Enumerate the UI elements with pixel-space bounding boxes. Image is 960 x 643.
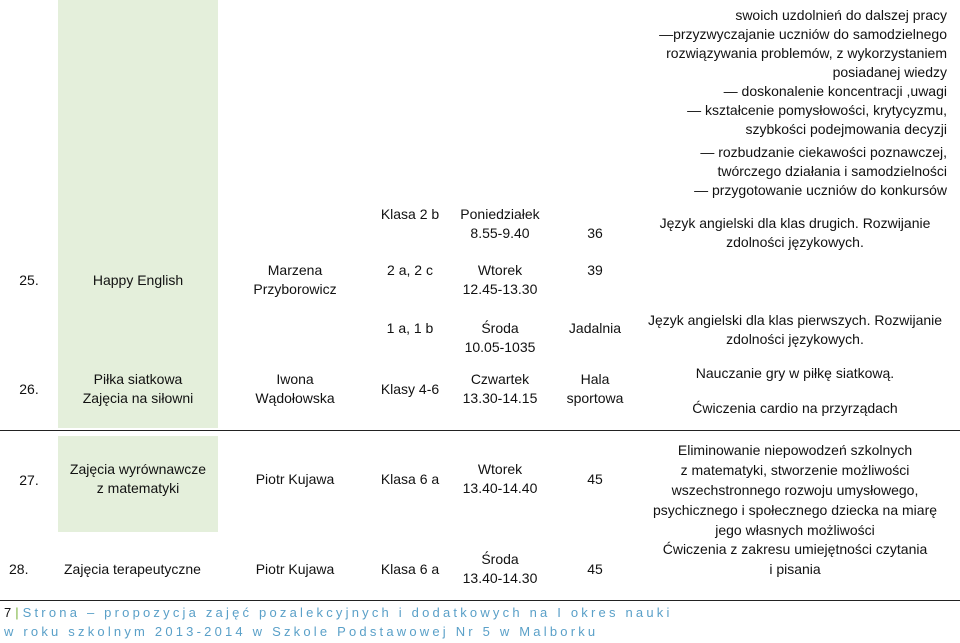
day-cell: Wtorek [477,262,523,278]
class-cell: Klasa 6 a [380,561,440,577]
page-number: 7 [4,605,12,620]
objective-line: swoich uzdolnień do dalszej pracy [735,7,947,23]
objective-line: — przygotowanie uczniów do konkursów [694,182,947,198]
teacher-cell: Przyborowicz [253,281,337,297]
room-cell: 36 [587,225,603,241]
objective-line: posiadanej wiedzy [832,64,947,80]
class-cell: 2 a, 2 c [387,262,433,278]
footer-separator: | [15,605,19,620]
description-cell: wszechstronnego rozwoju umysłowego, [671,482,919,498]
description-cell: z matematyki, stworzenie możliwości [680,462,910,478]
description-cell: i pisania [769,561,821,577]
footer-line-2: w roku szkolnym 2013-2014 w Szkole Podstawowej Nr 5 w Malborku [4,624,599,639]
row-number: 28. [9,561,29,577]
objective-line: — kształcenie pomysłowości, krytycyzmu, [687,102,947,118]
room-cell: 39 [587,262,603,278]
class-cell: Klasy 4-6 [380,381,440,397]
day-cell: Środa [481,320,519,336]
description-cell: psychicznego i społecznego dziecka na miarę [652,502,938,518]
teacher-cell: Iwona [276,371,314,387]
room-cell: 45 [587,471,603,487]
time-cell: 13.40-14.30 [462,570,538,586]
description-cell: Eliminowanie niepowodzeń szkolnych [677,442,913,458]
objective-line: rozwiązywania problemów, z wykorzystaniem [666,45,947,61]
activity-name: Happy English [92,272,184,288]
row-number: 26. [19,381,39,397]
objective-line: — doskonalenie koncentracji ,uwagi [723,83,947,99]
activity-name: z matematyki [96,480,180,496]
day-cell: Poniedziałek [460,206,540,222]
teacher-cell: Piotr Kujawa [255,471,335,487]
class-cell: Klasa 2 b [380,206,440,222]
class-cell: Klasa 6 a [380,471,440,487]
row-number: 25. [19,272,39,288]
teacher-cell: Wądołowska [255,390,335,406]
description-cell: jego własnych możliwości [715,522,875,538]
activity-name: Zajęcia wyrównawcze [69,461,207,477]
footer-divider [0,600,960,601]
time-cell: 13.30-14.15 [462,390,538,406]
room-cell: sportowa [566,390,624,406]
objective-line: szybkości podejmowania decyzji [745,121,947,137]
row-divider [0,430,960,431]
description-cell: Ćwiczenia z zakresu umiejętności czytania [662,541,928,557]
day-cell: Środa [481,551,519,567]
time-cell: 10.05-1035 [464,339,536,355]
day-cell: Wtorek [477,461,523,477]
teacher-cell: Marzena [267,262,323,278]
objective-line: — rozbudzanie ciekawości poznawczej, [700,144,947,160]
class-cell: 1 a, 1 b [386,320,434,336]
footer-line-1 [4,605,673,620]
day-cell: Czwartek [470,371,530,387]
description-cell: Nauczanie gry w piłkę siatkową. [695,365,895,381]
footer-title: Strona – propozycja zajęć pozalekcyjnych i dodatkowych na I okres nauki [22,605,673,620]
time-cell: 13.40-14.40 [462,480,538,496]
room-cell: Hala [580,371,610,387]
objective-line: twórczego działania i samodzielności [717,163,947,179]
activity-name: Zajęcia terapeutyczne [64,561,201,577]
name-column-highlight [58,0,218,428]
description-cell: Język angielski dla klas drugich. Rozwijanie [659,215,931,231]
room-cell: Jadalnia [568,320,622,336]
room-cell: 45 [587,561,603,577]
description-cell: Język angielski dla klas pierwszych. Rozwijanie [647,312,943,328]
teacher-cell: Piotr Kujawa [255,561,335,577]
description-cell: zdolności językowych. [726,331,864,347]
objective-line: —przyzwyczajanie uczniów do samodzielnego [659,26,947,42]
activity-name: Piłka siatkowa [93,371,183,387]
row-number: 27. [19,472,39,488]
time-cell: 12.45-13.30 [462,281,538,297]
description-cell: zdolności językowych. [726,234,864,250]
time-cell: 8.55-9.40 [470,225,530,241]
description-cell: Ćwiczenia cardio na przyrządach [692,400,898,416]
activity-name: Zajęcia na siłowni [82,390,194,406]
